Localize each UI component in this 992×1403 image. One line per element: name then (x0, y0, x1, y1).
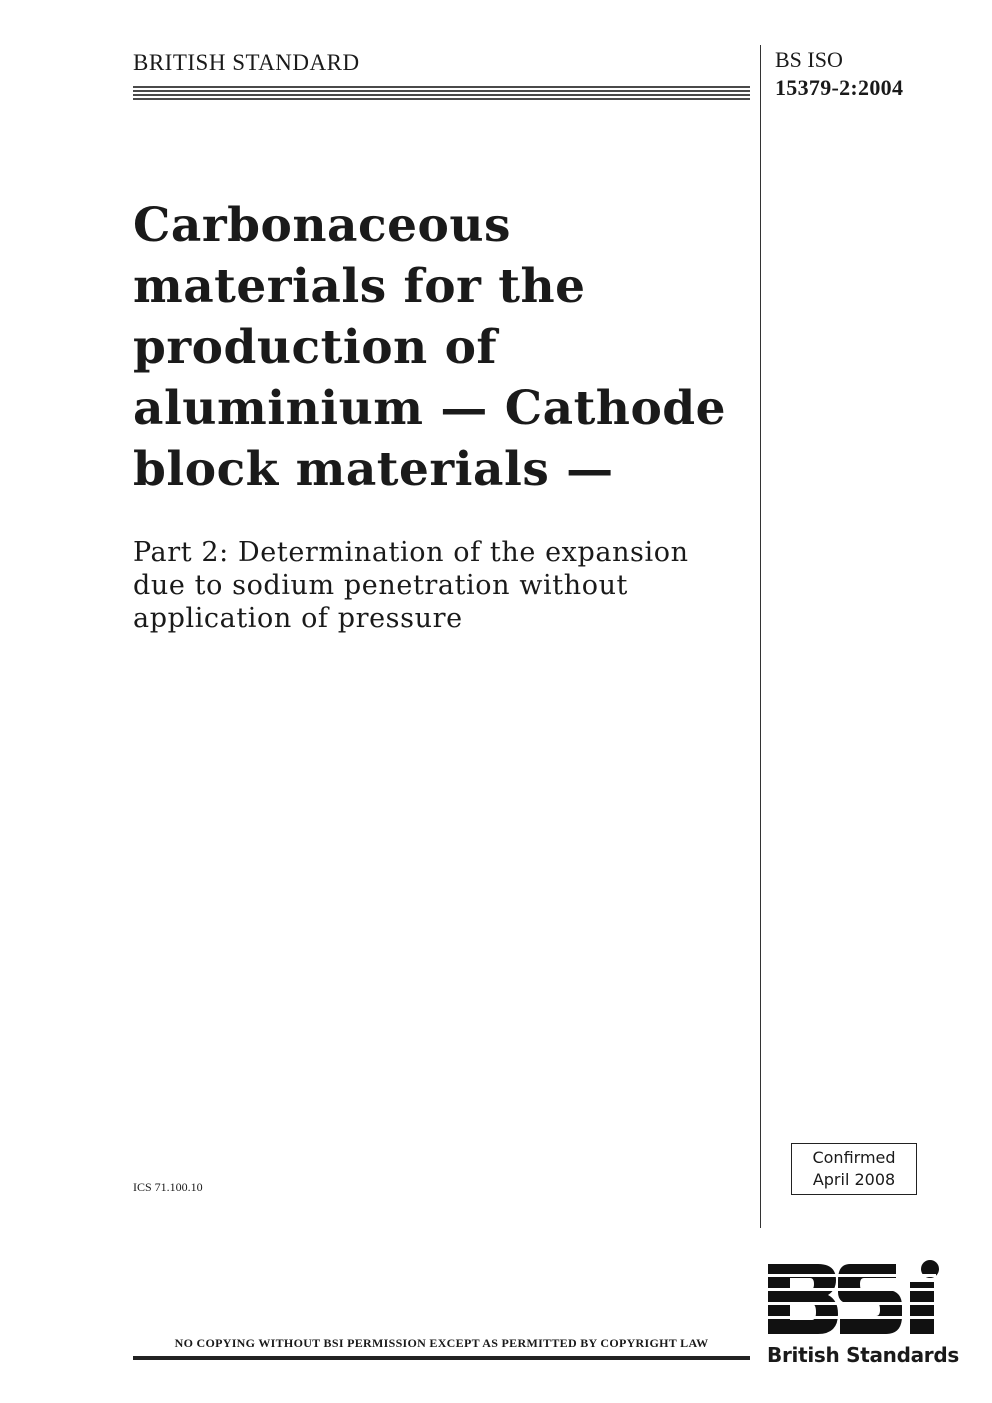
title-line: aluminium — Cathode (133, 381, 727, 436)
subtitle-line: Part 2: Determination of the expansion (133, 537, 689, 568)
title-line: production of (133, 320, 498, 375)
standard-number (775, 46, 903, 102)
document-subtitle (133, 536, 753, 635)
confirmed-stamp (791, 1143, 917, 1195)
footer-rule (133, 1356, 750, 1360)
ics-code: ICS 71.100.10 (133, 1180, 203, 1194)
standard-number-code: 15379-2:2004 (775, 75, 904, 100)
subtitle-line: application of pressure (133, 603, 463, 634)
document-title (133, 195, 753, 500)
copyright-notice: NO COPYING WITHOUT BSI PERMISSION EXCEPT AS PERMITTED BY COPYRIGHT LAW (174, 1336, 709, 1350)
logo-wordmark: British Standards (767, 1343, 959, 1367)
subtitle-line: due to sodium penetration without (133, 570, 629, 601)
header-rule (133, 86, 750, 100)
vertical-divider (760, 45, 761, 1228)
confirmed-label: Confirmed (812, 1148, 896, 1167)
document-type-label: BRITISH STANDARD (133, 50, 360, 75)
title-line: block materials — (133, 442, 614, 497)
title-line: materials for the (133, 259, 586, 314)
title-line: Carbonaceous (133, 198, 511, 253)
confirmed-date: April 2008 (812, 1170, 896, 1189)
standard-number-prefix: BS ISO (775, 47, 843, 72)
